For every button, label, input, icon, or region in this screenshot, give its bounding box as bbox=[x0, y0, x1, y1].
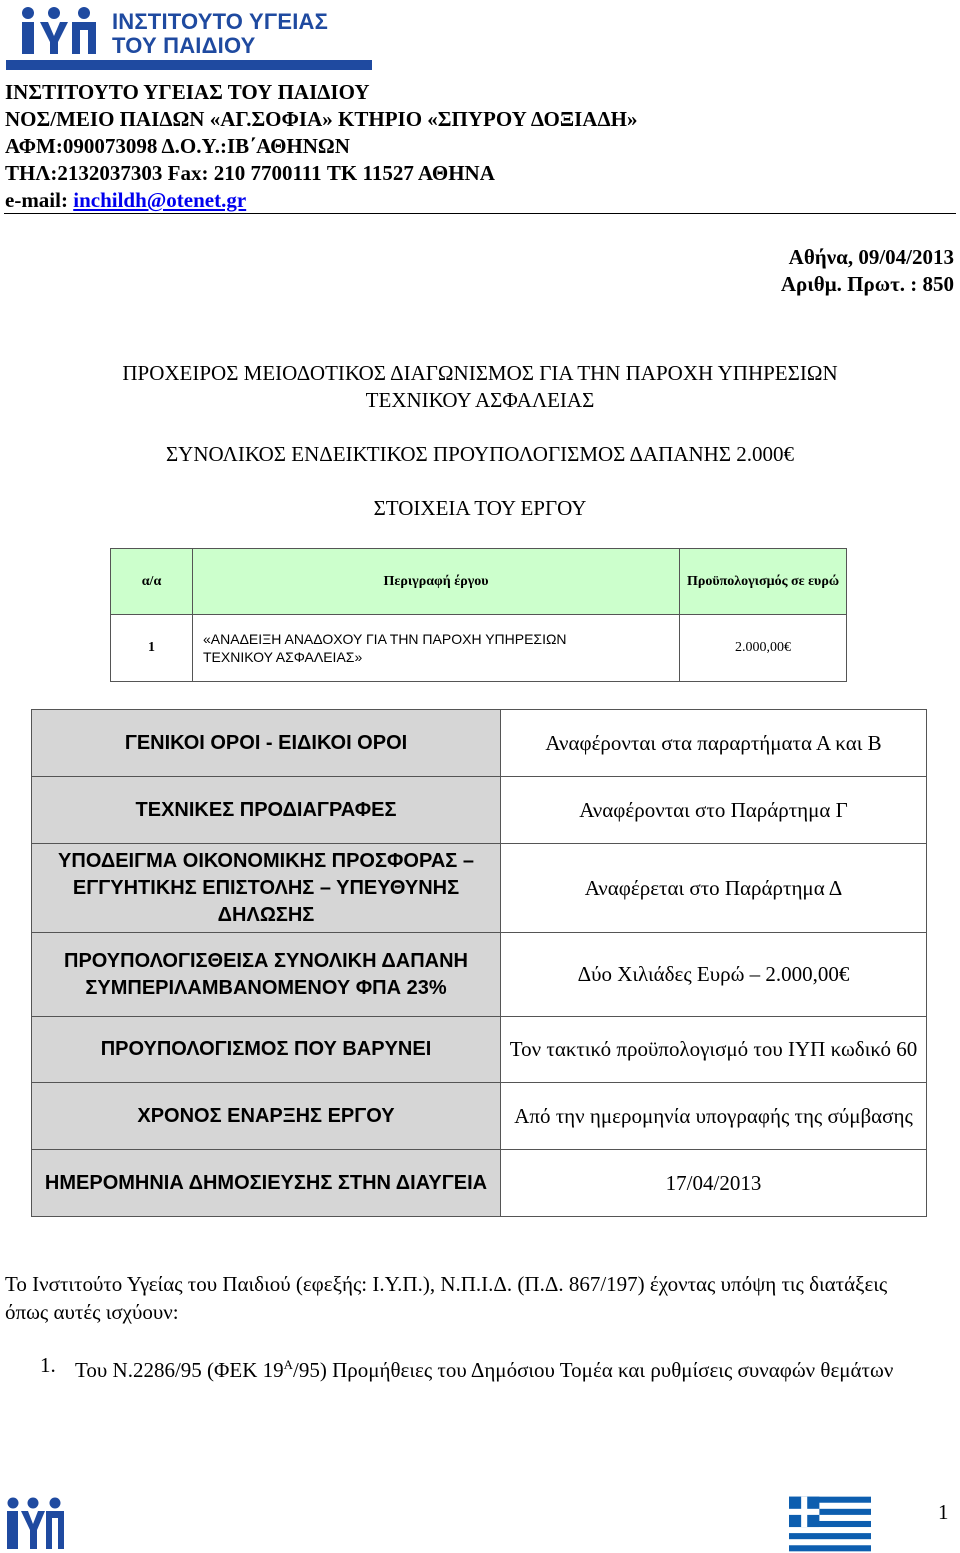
project-table-row bbox=[111, 615, 847, 682]
terms-row bbox=[32, 1150, 927, 1217]
terms-value: Αναφέρονται στα παραρτήματα Α και Β bbox=[501, 710, 927, 777]
list-item-text bbox=[75, 1351, 920, 1384]
list-item-number: 1. bbox=[40, 1353, 56, 1377]
protocol-number: Αριθμ. Πρωτ. : 850 bbox=[780, 272, 954, 296]
header-number: α/α bbox=[111, 549, 193, 615]
org-phone-fax: ΤΗΛ:2132037303 Fax: 210 7700111 ΤΚ 11527 ΑΘΗΝΑ bbox=[5, 161, 495, 185]
terms-key: ΤΕΧΝΙΚΕΣ ΠΡΟΔΙΑΓΡΑΦΕΣ bbox=[32, 777, 501, 844]
header-description: Περιγραφή έργου bbox=[193, 549, 680, 615]
email-label: e-mail: bbox=[5, 188, 74, 212]
logo-text-line2: ΤΟΥ ΠΑΙΔΙΟΥ bbox=[112, 33, 256, 58]
list-item-text-post: /95) Προμήθειες του Δημόσιου Τομέα και ρυθμίσεις συναφών θεμάτων bbox=[293, 1358, 894, 1382]
tender-title bbox=[0, 360, 960, 414]
row-amount: 2.000,00€ bbox=[680, 615, 847, 682]
terms-key: ΠΡΟΥΠΟΛΟΓΙΣΘΕΙΣΑ ΣΥΝΟΛΙΚΗ ΔΑΠΑΝΗ ΣΥΜΠΕΡΙΛΑΜΒΑΝΟΜΕΝΟΥ ΦΠΑ 23% bbox=[32, 933, 501, 1017]
terms-row bbox=[32, 844, 927, 933]
logo-underline-bar bbox=[6, 60, 372, 70]
terms-row bbox=[32, 1083, 927, 1150]
document-date: Αθήνα, 09/04/2013 bbox=[788, 245, 954, 269]
org-tax-info: ΑΦΜ:090073098 Δ.Ο.Υ.:ΙΒ΄ΑΘΗΝΩΝ bbox=[5, 134, 350, 158]
terms-value: Δύο Χιλιάδες Ευρώ – 2.000,00€ bbox=[501, 933, 927, 1017]
date-protocol-block bbox=[781, 244, 954, 298]
tender-title-line1: ΠΡΟΧΕΙΡΟΣ ΜΕΙΟΔΟΤΙΚΟΣ ΔΙΑΓΩΝΙΣΜΟΣ ΓΙΑ ΤΗΝ ΠΑΡΟΧΗ ΥΠΗΡΕΣΙΩΝ bbox=[122, 361, 838, 385]
org-name: ΙΝΣΤΙΤΟΥΤΟ ΥΓΕΙΑΣ ΤΟΥ ΠΑΙΔΙΟΥ bbox=[5, 80, 370, 104]
terms-key: ΥΠΟΔΕΙΓΜΑ ΟΙΚΟΝΟΜΙΚΗΣ ΠΡΟΣΦΟΡΑΣ – ΕΓΓΥΗΤΙΚΗΣ ΕΠΙΣΤΟΛΗΣ – ΥΠΕΥΘΥΝΗΣ ΔΗΛΩΣΗΣ bbox=[32, 844, 501, 933]
institute-logo bbox=[6, 4, 372, 70]
tender-title-line2: ΤΕΧΝΙΚΟΥ ΑΣΦΑΛΕΙΑΣ bbox=[365, 388, 595, 412]
logo-text-line1: ΙΝΣΤΙΤΟΥΤΟ ΥΓΕΙΑΣ bbox=[112, 9, 329, 34]
terms-value: Αναφέρεται στο Παράρτημα Δ bbox=[501, 844, 927, 933]
org-header bbox=[5, 79, 945, 214]
terms-row bbox=[32, 933, 927, 1017]
terms-table bbox=[31, 709, 927, 1217]
intro-paragraph: Το Ινστιτούτο Υγείας του Παιδιού (εφεξής: Ι.Υ.Π.), Ν.Π.Ι.Δ. (Π.Δ. 867/197) έχοντας υπόψη τις διατάξεις όπως αυτές ισχύουν: bbox=[5, 1272, 888, 1324]
terms-row bbox=[32, 777, 927, 844]
email-link[interactable]: inchildh@otenet.gr bbox=[73, 188, 247, 212]
terms-key: ΧΡΟΝΟΣ ΕΝΑΡΞΗΣ ΕΡΓΟΥ bbox=[32, 1083, 501, 1150]
greek-flag-icon bbox=[789, 1496, 871, 1552]
org-address: ΝΟΣ/ΜΕΙΟ ΠΑΙΔΩΝ «ΑΓ.ΣΟΦΙΑ» ΚΤΗΡΙΟ «ΣΠΥΡΟΥ ΔΟΞΙΑΔΗ» bbox=[5, 107, 638, 131]
project-details-title: ΣΤΟΙΧΕΙΑ ΤΟΥ ΕΡΓΟΥ bbox=[373, 496, 587, 520]
terms-key: ΓΕΝΙΚΟΙ ΟΡΟΙ - ΕΙΔΙΚΟΙ ΟΡΟΙ bbox=[32, 710, 501, 777]
terms-value: 17/04/2013 bbox=[501, 1150, 927, 1217]
footer-logo-icon bbox=[4, 1496, 66, 1552]
terms-key: ΗΜΕΡΟΜΗΝΙΑ ΔΗΜΟΣΙΕΥΣΗΣ ΣΤΗΝ ΔΙΑΥΓΕΙΑ bbox=[32, 1150, 501, 1217]
terms-value: Τον τακτικό προϋπολογισμό του ΙΥΠ κωδικό 60 bbox=[501, 1017, 927, 1083]
project-table-header bbox=[111, 549, 847, 615]
list-item-superscript: Α bbox=[283, 1357, 294, 1372]
org-email-line bbox=[5, 187, 945, 214]
header-divider bbox=[4, 213, 956, 214]
terms-value: Αναφέρονται στο Παράρτημα Γ bbox=[501, 777, 927, 844]
list-item-text-pre: Του Ν.2286/95 (ΦΕΚ 19 bbox=[75, 1358, 284, 1382]
terms-value: Από την ημερομηνία υπογραφής της σύμβασης bbox=[501, 1083, 927, 1150]
budget-title: ΣΥΝΟΛΙΚΟΣ ΕΝΔΕΙΚΤΙΚΟΣ ΠΡΟΥΠΟΛΟΓΙΣΜΟΣ ΔΑΠΑΝΗΣ 2.000€ bbox=[165, 442, 795, 466]
terms-key: ΠΡΟΥΠΟΛΟΓΙΣΜΟΣ ΠΟΥ ΒΑΡΥΝΕΙ bbox=[32, 1017, 501, 1083]
logo-text bbox=[112, 10, 328, 58]
header-budget: Προϋπολογισμός σε ευρώ bbox=[680, 549, 847, 615]
terms-row bbox=[32, 1017, 927, 1083]
institute-logo-icon bbox=[18, 6, 100, 58]
page-number: 1 bbox=[938, 1500, 949, 1524]
terms-row bbox=[32, 710, 927, 777]
row-description: «ΑΝΑΔΕΙΞΗ ΑΝΑΔΟΧΟΥ ΓΙΑ ΤΗΝ ΠΑΡΟΧΗ ΥΠΗΡΕΣΙΩΝ ΤΕΧΝΙΚΟΥ ΑΣΦΑΛΕΙΑΣ» bbox=[193, 615, 680, 682]
row-number: 1 bbox=[111, 615, 193, 682]
project-table bbox=[110, 548, 847, 682]
